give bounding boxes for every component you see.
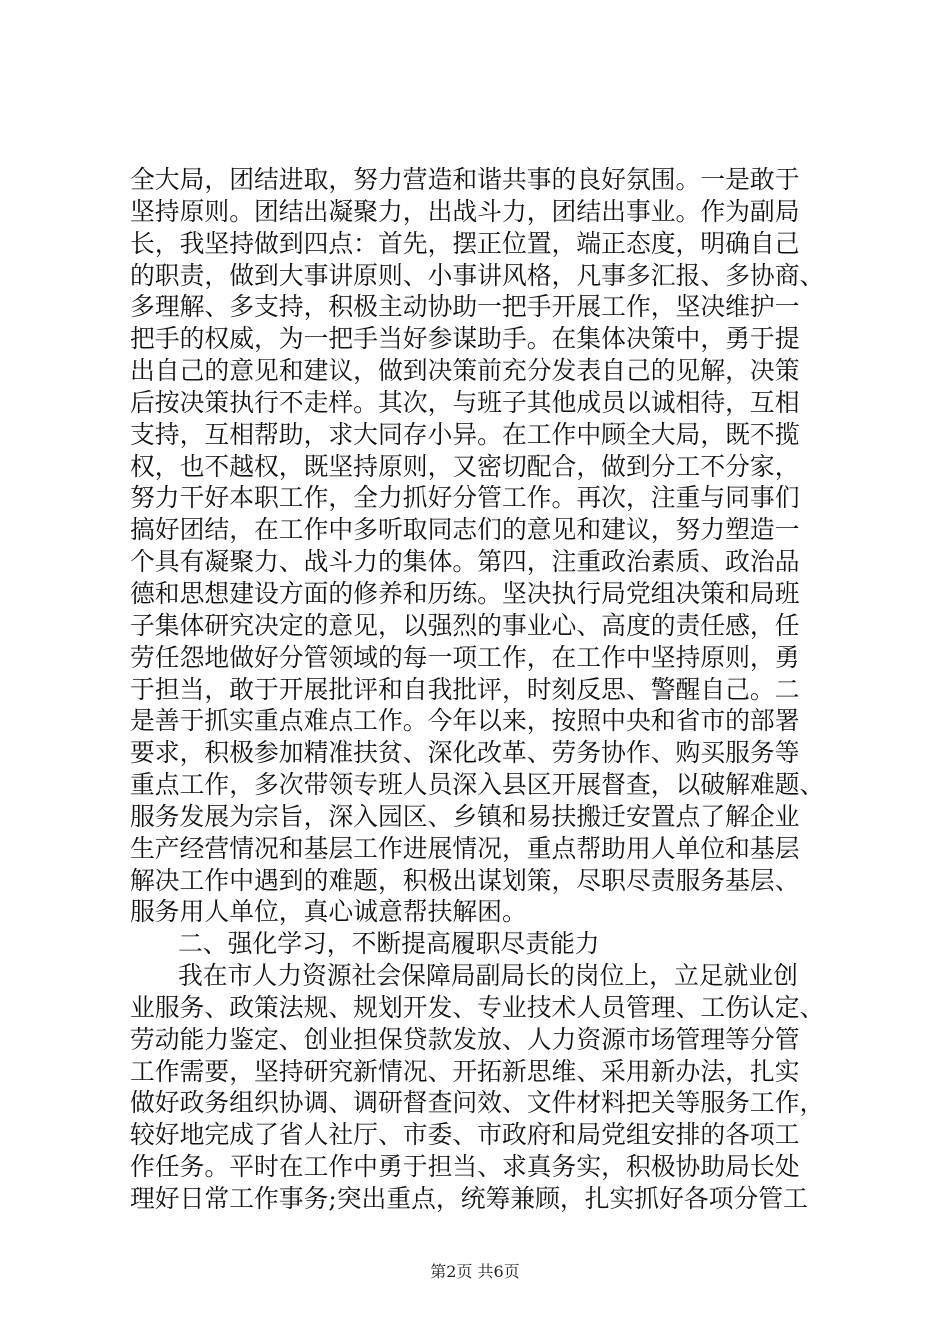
text-line: 要求，积极参加精准扶贫、深化改革、劳务协作、购买服务等 (130, 738, 800, 768)
text-line: 解决工作中遇到的难题，积极出谋划策，尽职尽责服务基层、 (130, 865, 800, 895)
text-line: 业服务、政策法规、规划开发、专业技术人员管理、工伤认定、 (130, 992, 825, 1022)
text-line: 服务用人单位，真心诚意帮扶解困。 (130, 897, 527, 927)
text-line: 权，也不越权，既坚持原则，又密切配合，做到分工不分家， (130, 451, 800, 481)
text-line: 作任务。平时在工作中勇于担当、求真务实，积极协助局长处 (130, 1152, 800, 1182)
text-line: 服务发展为宗旨，深入园区、乡镇和易扶搬迁安置点了解企业 (130, 801, 800, 831)
text-line: 生产经营情况和基层工作进展情况，重点帮助用人单位和基层 (130, 833, 800, 863)
text-line: 重点工作，多次带领专班人员深入县区开展督查，以破解难题、 (130, 770, 825, 800)
text-line: 努力干好本职工作，全力抓好分管工作。再次，注重与同事们 (130, 483, 800, 513)
document-body (130, 164, 830, 1215)
text-line: 工作需要，坚持研究新情况、开拓新思维、采用新办法，扎实 (130, 1056, 800, 1086)
text-line: 出自己的意见和建议，做到决策前充分发表自己的见解，决策 (130, 356, 800, 386)
text-line: 个具有凝聚力、战斗力的集体。第四，注重政治素质、政治品 (130, 547, 800, 577)
text-line: 劳任怨地做好分管领域的每一项工作，在工作中坚持原则，勇 (130, 642, 800, 672)
text-line: 于担当，敢于开展批评和自我批评，时刻反思、警醒自己。二 (130, 674, 800, 704)
text-line: 子集体研究决定的意见，以强烈的事业心、高度的责任感，任 (130, 610, 800, 640)
text-line: 搞好团结，在工作中多听取同志们的意见和建议，努力塑造一 (130, 515, 800, 545)
text-line: 坚持原则。团结出凝聚力，出战斗力，团结出事业。作为副局 (130, 196, 800, 226)
text-line: 理好日常工作事务;突出重点，统筹兼顾，扎实抓好各项分管工 (130, 1184, 808, 1213)
text-line: 是善于抓实重点难点工作。今年以来，按照中央和省市的部署 (130, 706, 800, 736)
text-line: 较好地完成了省人社厅、市委、市政府和局党组安排的各项工 (130, 1120, 800, 1150)
text-line: 长，我坚持做到四点：首先，摆正位置，端正态度，明确自己 (130, 228, 800, 258)
paragraph-first-line: 我在市人力资源社会保障局副局长的岗位上，立足就业创 (178, 961, 798, 991)
text-line: 支持，互相帮助，求大同存小异。在工作中顾全大局，既不揽 (130, 419, 800, 449)
text-line: 全大局，团结进取，努力营造和谐共事的良好氛围。一是敢于 (130, 165, 800, 194)
text-line: 后按决策执行不走样。其次，与班子其他成员以诚相待，互相 (130, 387, 800, 417)
text-line: 多理解、多支持，积极主动协助一把手开展工作，坚决维护一 (130, 292, 800, 322)
text-line: 的职责，做到大事讲原则、小事讲风格，凡事多汇报、多协商、 (130, 260, 825, 290)
text-line: 劳动能力鉴定、创业担保贷款发放、人力资源市场管理等分管 (130, 1024, 800, 1054)
section-heading: 二、强化学习，不断提高履职尽责能力 (178, 929, 600, 959)
text-line: 做好政务组织协调、调研督查问效、文件材料把关等服务工作， (130, 1088, 825, 1118)
text-line: 把手的权威，为一把手当好参谋助手。在集体决策中，勇于提 (130, 324, 800, 354)
text-line: 德和思想建设方面的修养和历练。坚决执行局党组决策和局班 (130, 578, 800, 608)
page-footer: 第2页 共6页 (430, 1262, 520, 1281)
